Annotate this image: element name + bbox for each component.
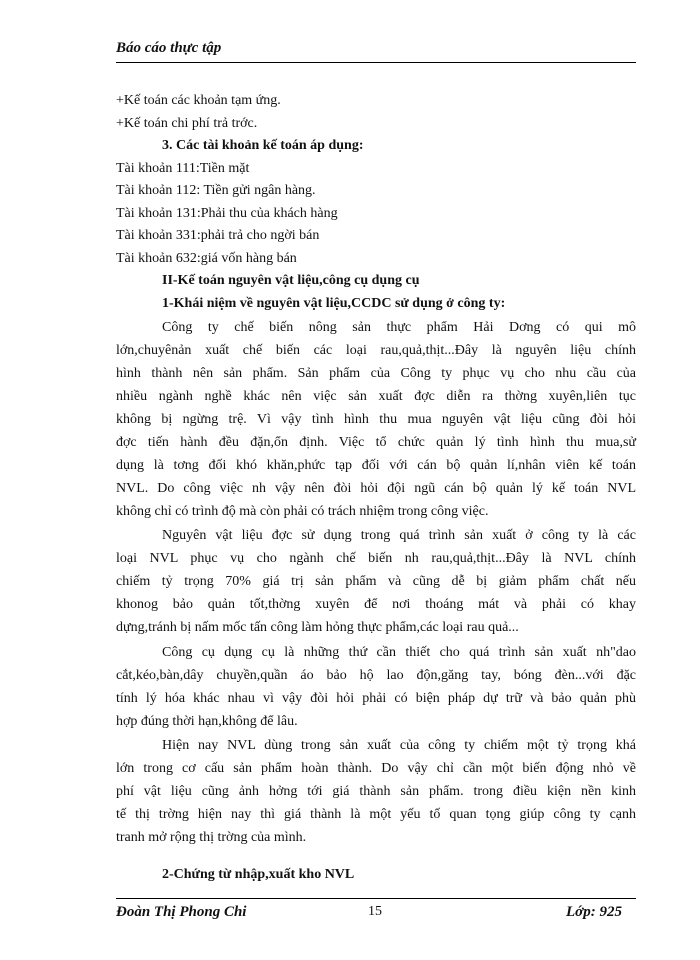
text-line: Công ty chế biến nông sản thực phẩm Hải Dơng có qui mô	[162, 320, 636, 335]
text-line: dụng là tơng đối khó khăn,phức tạp đối với cán bộ quản lí,nhân viên kế toán	[116, 458, 636, 473]
text-line: phí vật liệu cũng ảnh hởng tới giá thành sản phẩm. trong điều kiện nền kinh	[116, 784, 636, 799]
text-line: không bị ngừng trệ. Vì vậy tình hình thu mua nguyên vật liệu cũng đòi hỏi	[116, 412, 636, 427]
text-line: Hiện nay NVL dùng trong sản xuất của công ty chiếm một tỷ trọng khá	[162, 738, 636, 753]
footer-rule	[116, 898, 636, 899]
text-line: +Kế toán các khoản tạm ứng.	[116, 93, 281, 108]
footer-class: Lớp: 925	[566, 904, 622, 920]
text-line: tế thị trờng hiện nay thì giá thành là một yếu tố quan tọng giúp công ty cạnh	[116, 807, 636, 822]
header-title: Báo cáo thực tập	[116, 40, 222, 56]
page-number: 15	[368, 904, 382, 919]
text-line: Tài khoản 112: Tiền gửi ngân hàng.	[116, 183, 316, 198]
text-line: hình thành nên sản phẩm. Sản phẩm của Công ty phục vụ cho nhu cầu của	[116, 366, 636, 381]
text-line: tranh mở rộng thị trờng của mình.	[116, 830, 307, 845]
section-heading: 2-Chứng từ nhập,xuất kho NVL	[162, 867, 355, 882]
text-line: Tài khoản 632:giá vốn hàng bán	[116, 251, 297, 266]
text-line: lớn trong cơ cấu sản phẩm hoàn thành. Do vậy chỉ cần một biến động nhỏ về	[116, 761, 636, 776]
text-line: Tài khoản 331:phải trả cho ngời bán	[116, 228, 320, 243]
section-heading: II-Kế toán nguyên vật liệu,công cụ dụng cụ	[162, 273, 420, 288]
text-line: tính lý hóa khác nhau vì vậy đòi hỏi phải có biện pháp dự trữ và bảo quản phù	[116, 691, 636, 706]
section-heading: 1-Khái niệm về nguyên vật liệu,CCDC sử dụng ở công ty:	[162, 296, 506, 311]
text-line: NVL. Do công việc nh vậy nên đòi hỏi đội ngũ cán bộ quản lý kế toán NVL	[116, 481, 636, 496]
text-line: lớn,chuyênản xuất chế biến các loại rau,quả,thịt...Đây là nguyên liệu chính	[116, 343, 636, 358]
text-line: hợp đúng thời hạn,không để lâu.	[116, 714, 298, 729]
text-line: không chỉ có trình độ mà còn phải có trách nhiệm trong công việc.	[116, 504, 489, 519]
text-line: chiếm tỷ trọng 70% giá trị sản phẩm và cũng dễ bị giảm phẩm chất nếu	[116, 574, 636, 589]
text-line: dựng,tránh bị nấm mốc tấn công làm hỏng thực phẩm,các loại rau quả...	[116, 620, 519, 635]
footer-author: Đoàn Thị Phong Chi	[116, 904, 247, 920]
text-line: Công cụ dụng cụ là những thứ cần thiết cho quá trình sản xuất nh"dao	[162, 645, 636, 660]
header-rule	[116, 62, 636, 63]
text-line: Tài khoản 111:Tiền mặt	[116, 161, 250, 176]
text-line: Nguyên vật liệu đợc sử dụng trong quá trình sản xuất ở công ty là các	[162, 528, 636, 543]
text-line: loại NVL phục vụ cho ngành chế biến nh rau,quả,thịt...Đây là NVL chính	[116, 551, 636, 566]
text-line: cắt,kéo,bàn,dây chuyền,quần áo bảo hộ lao độn,găng tay, bóng đèn...với đặc	[116, 668, 636, 683]
text-line: đợc tiến hành đều đặn,ổn định. Việc tổ chức quản lý tình hình thu mua,sử	[116, 435, 636, 450]
text-line: khonog bảo quản tốt,thờng xuyên để nơi thoáng mát và phải có khay	[116, 597, 636, 612]
text-line: +Kế toán chi phí trả trớc.	[116, 116, 258, 131]
section-heading: 3. Các tài khoản kế toán áp dụng:	[162, 138, 364, 153]
text-line: nhiều ngành nghề khác nên việc sản xuất đợc diễn ra thờng xuyên,liên tục	[116, 389, 636, 404]
text-line: Tài khoản 131:Phải thu của khách hàng	[116, 206, 338, 221]
